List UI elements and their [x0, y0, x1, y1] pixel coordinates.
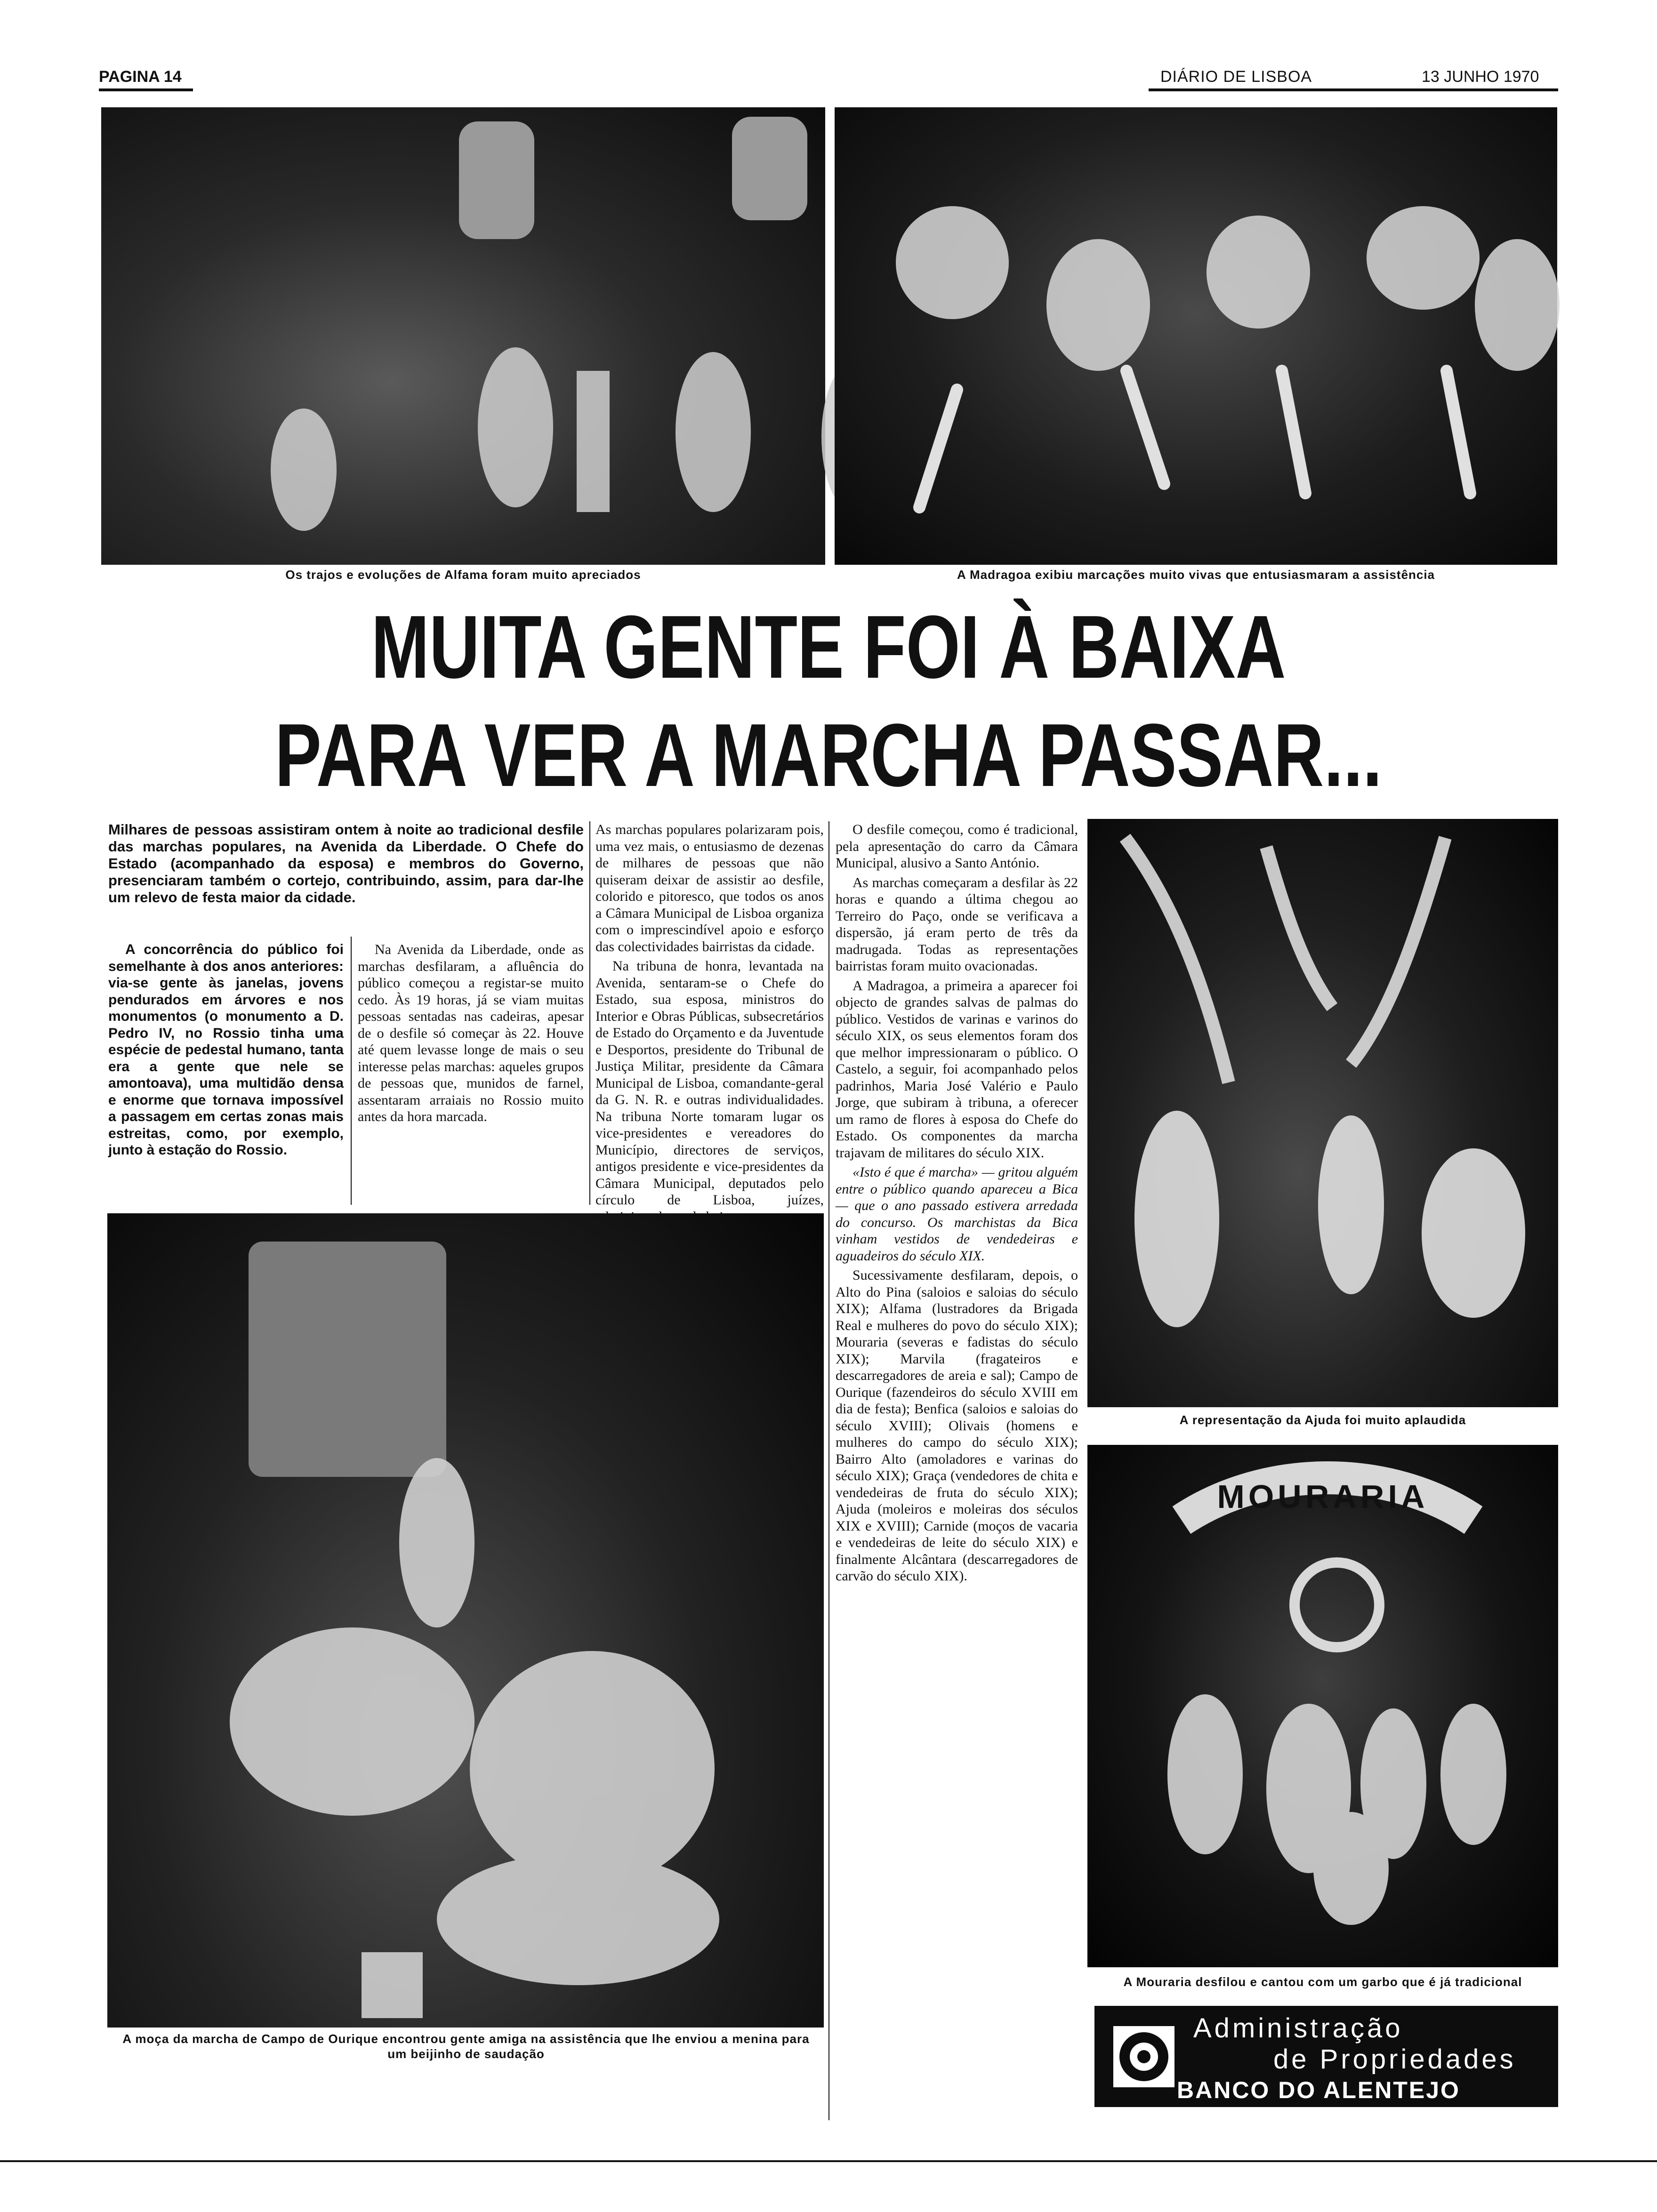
caption-mouraria: A Mouraria desfilou e cantou com um garbo que é já tradicional — [1123, 1975, 1522, 1989]
article-column-1 — [108, 941, 344, 1205]
photo-ajuda — [1087, 819, 1558, 1407]
advert-line-3: BANCO DO ALENTEJO — [1177, 2077, 1460, 2103]
article-column-2 — [358, 941, 584, 1205]
article-paragraph: Na tribuna de honra, levantada na Avenida, sentaram-se o Chefe do Estado, sua esposa, ministros do Interior e Obras Públicas, subsecretários de Estado do Orçamento e da Juventude e Desportos, presidente do Tribunal de Justiça Militar, presidente da Câmara Municipal de Lisboa, comandante-geral da G. N. R. e outras individualidades. Na tribuna Norte tomaram lugar os vice-presidentes e vereadores do Município, directores de serviços, antigos presidente e vice-presidentes da Câmara Municipal, deputados pelo círculo de Lisboa, juízes, — [595, 958, 824, 1208]
article-paragraph: Sucessivamente desfilaram, depois, o Alto do Pina (saloios e saloias do século XIX); Alfama (lustradores da Brigada Real e mulheres do povo do século XIX); Mouraria (severas e fadistas do século XIX); Marvila (fragateiros e descarregadores de areia e sal); Campo de Ourique (fazendeiros do século XVIII em dia de festa); Benfica (saloios e saloias do século XVIII); Olivais (homens e mulheres do campo do século XIX); Bairro Alto (amoladores e varinas do século XIX); Graça (vendedores de chita e vendedeiras de fruta do século XIX); Ajuda (moleiros e moleiras dos séculos XIX e XVIII); Carnide (moços de vacaria e vendedeiras de leite do século XIX) e finalmente Alcântara (descarregadores de carvão do século XIX). — [836, 1267, 1078, 1584]
headline-line-1: MUITA GENTE FOI À BAIXA — [371, 597, 1286, 697]
column-rule — [828, 821, 829, 2120]
header-rule-left — [99, 88, 193, 91]
advert-line-1: Administração — [1193, 2013, 1403, 2044]
column-rule — [351, 937, 352, 1205]
page-bottom-rule — [0, 2160, 1657, 2162]
headline-line-2: PARA VER A MARCHA PASSAR... — [274, 705, 1383, 805]
article-column-3 — [595, 821, 824, 1208]
photo-madragoa — [835, 107, 1557, 565]
article-paragraph: «Isto é que é marcha» — gritou alguém entre o público quando apareceu a Bica — que o ano passado estivera arredada do concurso. Os marchistas da Bica vinham vestidos de vendedeiras e aguadeiros do século XIX. — [836, 1164, 1078, 1264]
caption-ajuda: A representação da Ajuda foi muito aplaudida — [1179, 1413, 1466, 1427]
header-rule-right — [1149, 88, 1558, 91]
caption-campo-de-ourique: A moça da marcha de Campo de Ourique encontrou gente amiga na assistência que lhe enviou a menina para um beijinho de saudação — [122, 2032, 810, 2061]
article-paragraph: A Madragoa, a primeira a aparecer foi objecto de grandes salvas de palmas do público. Vestidos de varinas e varinos do século XIX, os seus elementos foram dos que melhor impressionaram o público. O Castelo, a seguir, foi acompanhado pelos padrinhos, Maria José Valério e Paulo Jorge, que subiram à tribuna, a oferecer um ramo de flores à esposa do Chefe do Estado. Os componentes da marcha trajavam de militares do século XIX. — [836, 978, 1078, 1161]
newspaper-name: DIÁRIO DE LISBOA — [1160, 68, 1312, 86]
issue-date: 13 JUNHO 1970 — [1422, 68, 1539, 86]
article-paragraph: A concorrência do público foi semelhante à dos anos anteriores: via-se gente às janelas, jovens pendurados em árvores e nos monumentos (o monumento a D. Pedro IV, no Rossio tinha uma espécie de pedestal humano, tanta era a gente que nele se amontoava), uma multidão densa e enorme que tornava impossível a passagem em certas zonas mais estreitas, como, por exemplo, junto à estação do Rossio. — [108, 942, 344, 1158]
bank-logo-icon — [1111, 2024, 1177, 2090]
advert-banco-do-alentejo — [1094, 2006, 1558, 2107]
photo-alfama — [101, 107, 825, 565]
mouraria-banner: MOURARIA — [1217, 1478, 1429, 1515]
article-lead: Milhares de pessoas assistiram ontem à noite ao tradicional desfile das marchas populares, na Avenida da Liberdade. O Chefe do Estado (acompanhado da esposa) e membros do Governo, presenciaram também o cortejo, contribuindo, assim, para dar-lhe um relevo de festa maior da cidade. — [108, 821, 584, 906]
page-header — [99, 66, 1558, 89]
column-rule — [589, 821, 590, 1205]
page-number: PAGINA 14 — [99, 68, 182, 86]
article-column-4 — [836, 821, 1078, 2120]
photo-campo-de-ourique — [107, 1213, 824, 2028]
caption-alfama: Os trajos e evoluções de Alfama foram muito apreciados — [285, 568, 641, 582]
advert-line-2: de Propriedades — [1273, 2044, 1516, 2075]
article-paragraph: Na Avenida da Liberdade, onde as marchas desfilaram, a afluência do público começou a registar-se muito cedo. Às 19 horas, já se viam muitas pessoas sentadas nas cadeiras, apesar de o desfile só começar às 22. Houve até quem levasse longe de mais o seu interesse pelas marchas: aqueles grupos de pessoas que, munidos de farnel, assentaram arraiais no Rossio muito antes da hora marcada. — [358, 942, 584, 1124]
photo-mouraria — [1087, 1445, 1558, 1967]
article-paragraph: O desfile começou, como é tradicional, pela apresentação do carro da Câmara Municipal, alusivo a Santo António. — [836, 822, 1078, 871]
article-paragraph: As marchas populares polarizaram pois, uma vez mais, o entusiasmo de dezenas de milhares de pessoas que não quiseram deixar de assistir ao desfile, colorido e pitoresco, que todos os anos a Câmara Municipal de Lisboa organiza com o imprescindível apoio e esforço das colectividades bairristas da cidade. — [595, 822, 824, 954]
caption-madragoa: A Madragoa exibiu marcações muito vivas que entusiasmaram a assistência — [957, 568, 1435, 582]
article-paragraph: As marchas começaram a desfilar às 22 horas e quando a última chegou ao Terreiro do Paço, onde se verificava a dispersão, já eram perto de três da madrugada. Todas as representações bairristas foram muito ovacionadas. — [836, 874, 1078, 974]
